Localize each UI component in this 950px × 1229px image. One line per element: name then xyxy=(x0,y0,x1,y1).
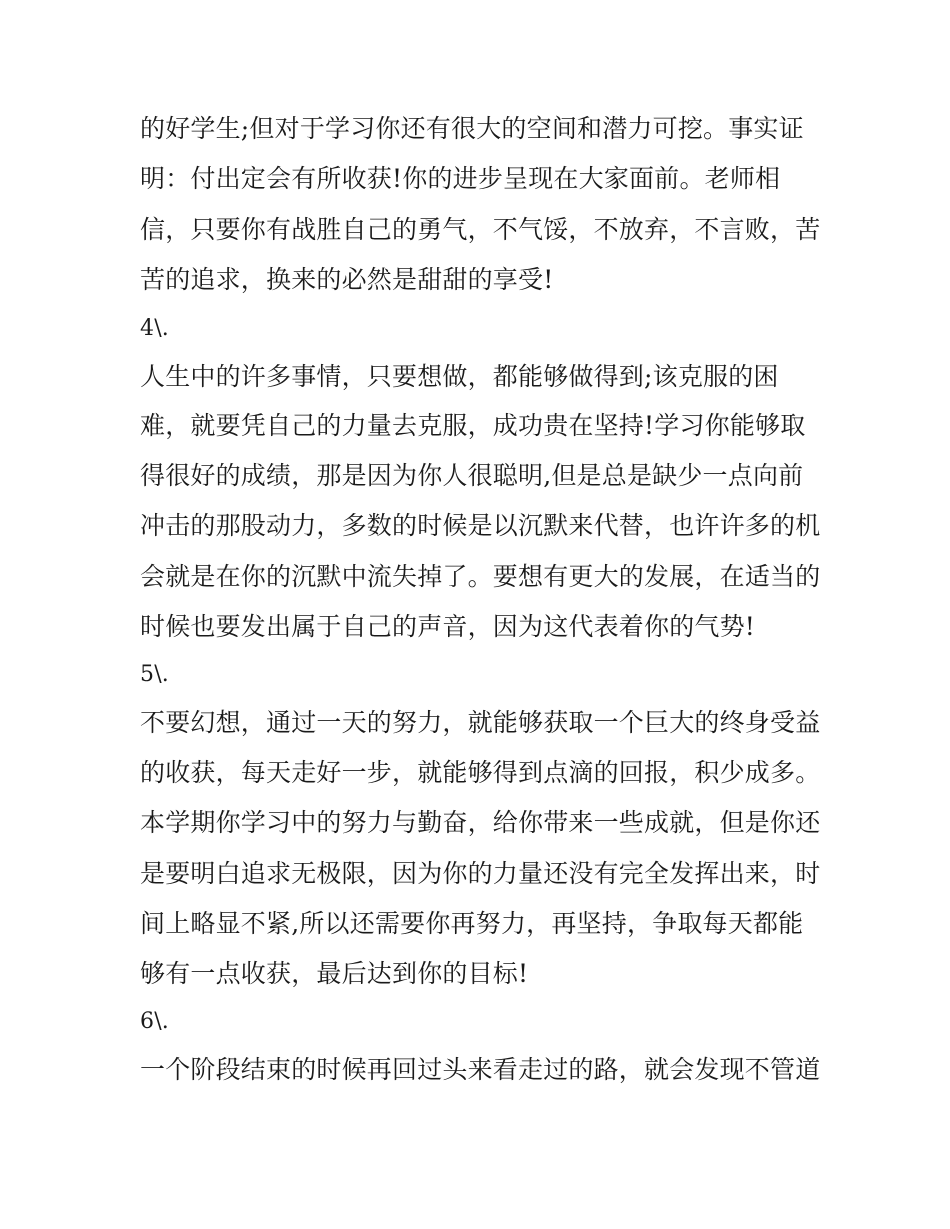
text-line: 的好学生;但对于学习你还有很大的空间和潜力可挖。事实证 xyxy=(140,114,804,143)
text-line: 一个阶段结束的时候再回过头来看走过的路，就会发现不管道 xyxy=(140,1055,820,1084)
text-line: 够有一点收获，最后达到你的目标! xyxy=(140,959,529,988)
text-line: 会就是在你的沉默中流失掉了。要想有更大的发展，在适当的 xyxy=(140,562,820,591)
text-line: 不要幻想，通过一天的努力，就能够获取一个巨大的终身受益 xyxy=(140,708,820,737)
text-line: 信，只要你有战胜自己的勇气，不气馁，不放弃，不言败，苦 xyxy=(140,215,820,244)
text-line: 间上略显不紧,所以还需要你再努力，再坚持，争取每天都能 xyxy=(140,909,804,938)
item-number: 6\. xyxy=(140,1009,170,1034)
text-line: 人生中的许多事情，只要想做，都能够做得到;该克服的困 xyxy=(140,362,779,391)
text-line: 明：付出定会有所收获!你的进步呈现在大家面前。老师相 xyxy=(140,164,781,193)
text-line: 本学期你学习中的努力与勤奋，给你带来一些成就，但是你还 xyxy=(140,808,820,837)
text-line: 得很好的成绩，那是因为你人很聪明,但是总是缺少一点向前 xyxy=(140,461,804,490)
text-line: 的收获，每天走好一步，就能够得到点滴的回报，积少成多。 xyxy=(140,758,820,787)
text-line: 是要明白追求无极限，因为你的力量还没有完全发挥出来，时 xyxy=(140,859,820,888)
text-line: 难，就要凭自己的力量去克服，成功贵在坚持!学习你能够取 xyxy=(140,411,806,440)
item-number: 4\. xyxy=(140,316,170,341)
item-number: 5\. xyxy=(140,662,170,687)
text-line: 苦的追求，换来的必然是甜甜的享受! xyxy=(140,265,554,294)
text-line: 时候也要发出属于自己的声音，因为这代表着你的气势! xyxy=(140,612,756,641)
text-line: 冲击的那股动力，多数的时候是以沉默来代替，也许许多的机 xyxy=(140,511,820,540)
